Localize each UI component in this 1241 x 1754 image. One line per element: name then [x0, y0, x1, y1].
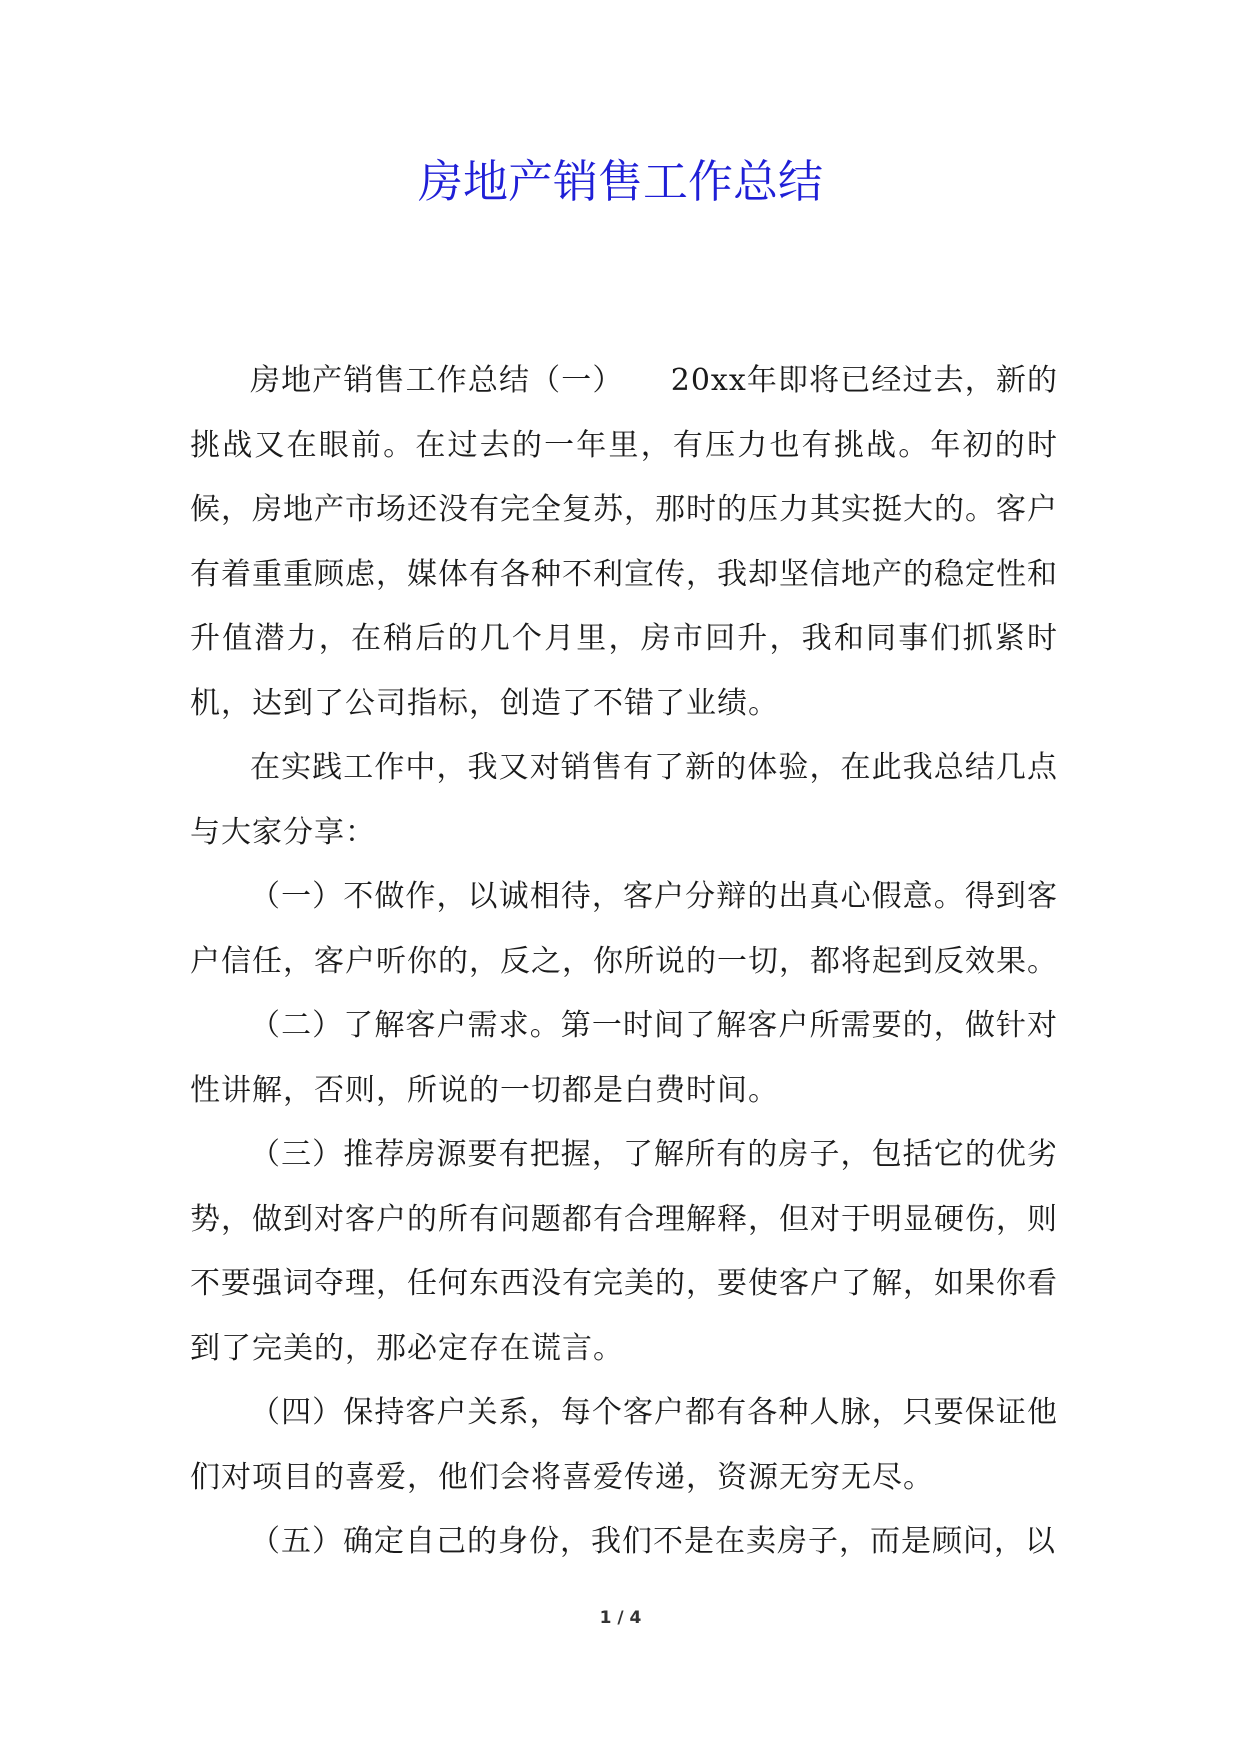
paragraph-intro: 房地产销售工作总结（一） 20xx年即将已经过去，新的挑战又在眼前。在过去的一年里，有压力也有挑战。年初的时候，房地产市场还没有完全复苏，那时的压力其实挺大的。客户有着重重顾虑，媒体有各种不利宣传，我却坚信地产的稳定性和升值潜力，在稍后的几个月里，房市回升，我和同事们抓紧时机，达到了公司指标，创造了不错了业绩。: [190, 363, 1058, 721]
document-title: 房地产销售工作总结: [417, 155, 823, 208]
paragraph-point-2: （二）了解客户需求。第一时间了解客户所需要的，做针对性讲解，否则，所说的一切都是白费时间。: [190, 1008, 1058, 1108]
paragraph-point-5: （五）确定自己的身份，我们不是在卖房子，而是顾问，以: [250, 1524, 1056, 1559]
paragraph-point-3: （三）推荐房源要有把握，了解所有的房子，包括它的优劣势，做到对客户的所有问题都有合理解释，但对于明显硬伤，则不要强词夺理，任何东西没有完美的，要使客户了解，如果你看到了完美的，那必定存在谎言。: [190, 1137, 1058, 1366]
document-body: [190, 349, 1058, 1575]
page-number: 1 / 4: [599, 1608, 642, 1628]
paragraph-point-1: （一）不做作，以诚相待，客户分辩的出真心假意。得到客户信任，客户听你的，反之，你所说的一切，都将起到反效果。: [190, 879, 1058, 979]
paragraph-point-4: （四）保持客户关系，每个客户都有各种人脉，只要保证他们对项目的喜爱，他们会将喜爱传递，资源无穷无尽。: [190, 1395, 1058, 1495]
paragraph-experience: 在实践工作中，我又对销售有了新的体验，在此我总结几点与大家分享：: [190, 750, 1058, 850]
